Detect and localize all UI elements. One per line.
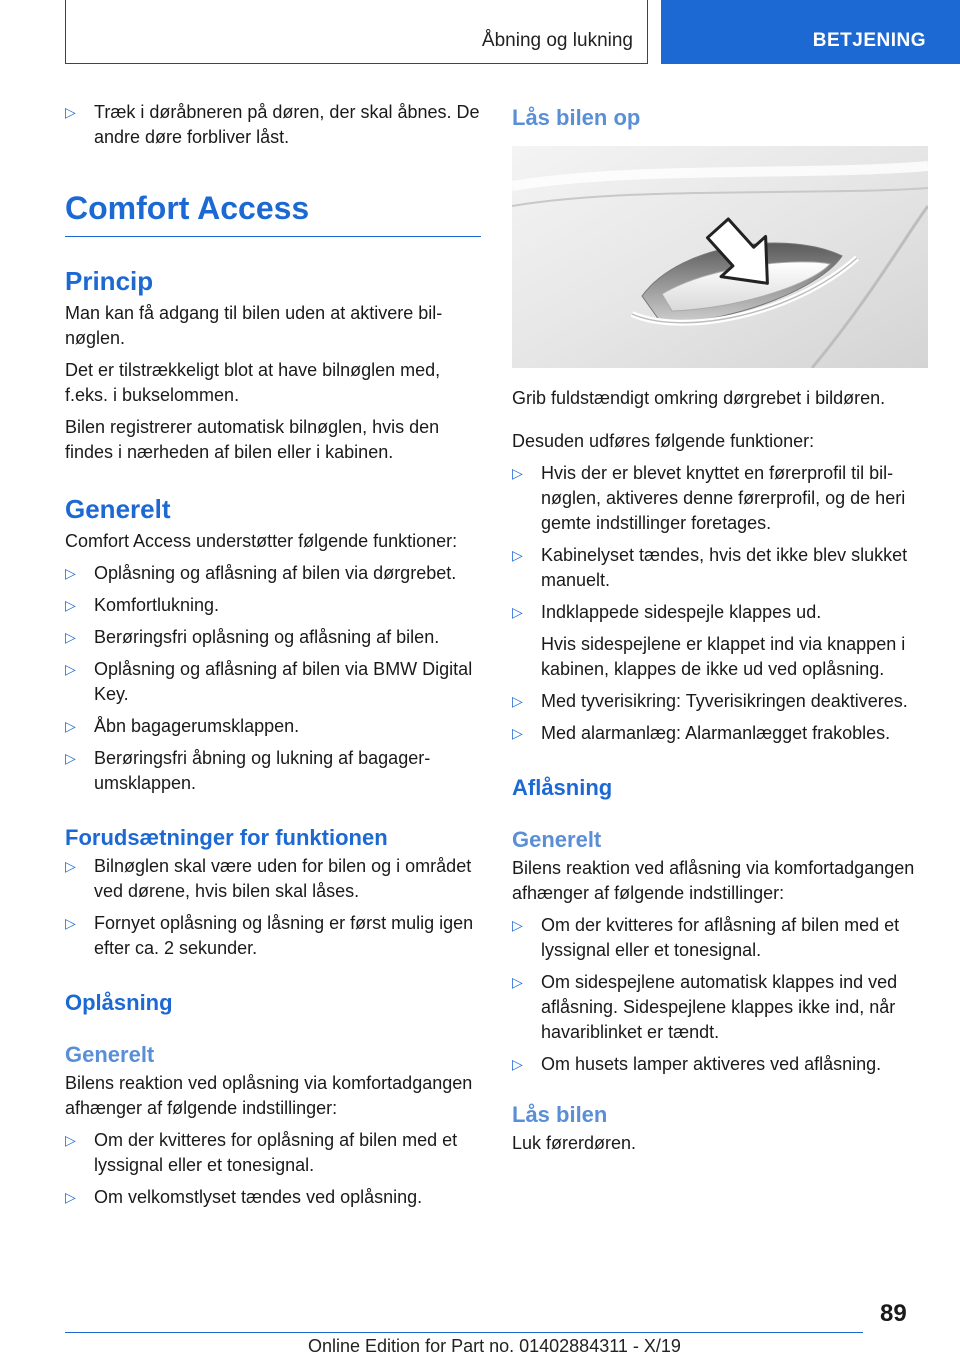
forudsaetninger-list [65, 854, 481, 961]
laas-op-list [512, 461, 928, 746]
figure-caption: Grib fuldstændigt omkring dørgrebet i bildøren. [512, 388, 886, 408]
paragraph: Bilens reaktion ved oplåsning via komfortadgangen afhænger af følgende indstillinger: [65, 1073, 473, 1118]
paragraph: Man kan få adgang til bilen uden at aktivere bilnøglen. [65, 303, 443, 348]
paragraph: Luk førerdøren. [512, 1133, 637, 1153]
subheading-generelt: Generelt [65, 1042, 155, 1067]
list-item-note: Hvis sidespejlene er klappet ind via knappen i kabinen, klappes de ikke ud ved oplåsning. [541, 634, 906, 679]
list-item: ▷ Træk i døråbneren på døren, der skal åbnes. De andre døre forbliver låst. [65, 102, 480, 147]
bullet-triangle-icon: ▷ [65, 750, 76, 766]
bullet-triangle-icon: ▷ [65, 1132, 76, 1148]
paragraph: Bilens reaktion ved aflåsning via komfortadgangen afhænger af følgende indstillinger: [512, 858, 915, 903]
page-title: Comfort Access [65, 188, 481, 237]
list-item: ▷ Indklappede sidespejle klappes ud. [512, 600, 928, 625]
generelt-list [65, 561, 481, 796]
footer-text: Online Edition for Part no. 01402884311 - X/19 [308, 1336, 681, 1356]
list-item: ▷ Fornyet oplåsning og låsning er først mulig igen efter ca. 2 sekunder. [65, 913, 474, 958]
paragraph: Desuden udføres følgende funktioner: [512, 431, 815, 451]
header-section-title: Åbning og lukning [481, 30, 633, 51]
bullet-triangle-icon: ▷ [65, 597, 76, 613]
list-item: ▷ Åbn bagagerumsklappen. [65, 714, 481, 739]
list-item: ▷ Bilnøglen skal være uden for bilen og i området ved dørene, hvis bilen skal låses. [65, 856, 472, 901]
section-heading-laas-op: Lås bilen op [512, 105, 641, 130]
bullet-triangle-icon: ▷ [65, 661, 76, 677]
left-column [65, 100, 481, 1217]
header-chapter-title: BETJENING [812, 30, 926, 51]
bullet-triangle-icon: ▷ [65, 565, 76, 581]
header-section-box [65, 0, 648, 64]
bullet-triangle-icon: ▷ [512, 974, 523, 990]
bullet-triangle-icon: ▷ [512, 604, 523, 620]
bullet-triangle-icon: ▷ [512, 917, 523, 933]
bullet-triangle-icon: ▷ [65, 1189, 76, 1205]
list-item: ▷ Med alarmanlæg: Alarmanlægget frakobles. [512, 721, 928, 746]
list-item: ▷ Om velkomstlyset tændes ved oplåsning. [65, 1185, 481, 1210]
section-heading-forudsaetninger: Forudsætninger for funktionen [65, 825, 388, 850]
bullet-triangle-icon: ▷ [512, 547, 523, 563]
bullet-triangle-icon: ▷ [65, 629, 76, 645]
list-item: ▷ Om der kvitteres for oplåsning af bilen med et lyssignal eller et tonesignal. [65, 1130, 458, 1175]
bullet-triangle-icon: ▷ [65, 915, 76, 931]
right-column [512, 100, 928, 1163]
bullet-triangle-icon: ▷ [512, 465, 523, 481]
paragraph: Comfort Access understøtter følgende funktioner: [65, 531, 458, 551]
oplaasning-list [65, 1128, 481, 1210]
aflaasning-list [512, 913, 928, 1077]
list-item: ▷ Berøringsfri åbning og lukning af bagagerumsklappen. [65, 748, 431, 793]
section-heading-aflaasning: Aflåsning [512, 775, 613, 800]
door-handle-image [512, 146, 928, 368]
list-item: ▷ Berøringsfri oplåsning og aflåsning af bilen. [65, 625, 481, 650]
footer-divider [65, 1332, 863, 1333]
list-item: ▷ Om sidespejlene automatisk klappes ind ved aflåsning. Sidespejlene klappes ikke ind, når havariblinket er tændt. [512, 972, 898, 1042]
header-chapter-box [661, 0, 960, 64]
bullet-triangle-icon: ▷ [65, 718, 76, 734]
list-item: ▷ Om husets lamper aktiveres ved aflåsning. [512, 1052, 928, 1077]
list-item: ▷ Oplåsning og aflåsning af bilen via BMW Digital Key. [65, 659, 473, 704]
paragraph: Bilen registrerer automatisk bilnøglen, hvis den findes i nærheden af bilen eller i kabinen. [65, 417, 440, 462]
list-item: ▷ Med tyverisikring: Tyverisikringen deaktiveres. [512, 689, 928, 714]
list-item: ▷ Om der kvitteres for aflåsning af bilen med et lyssignal eller et tonesignal. [512, 915, 900, 960]
door-handle-illustration [512, 146, 928, 368]
bullet-triangle-icon: ▷ [512, 1056, 523, 1072]
section-heading-oplaasning: Oplåsning [65, 990, 173, 1015]
section-heading-princip: Princip [65, 266, 154, 296]
paragraph: Det er tilstrækkeligt blot at have bilnøglen med, f.eks. i bukselommen. [65, 360, 441, 405]
list-item: ▷ Oplåsning og aflåsning af bilen via dørgrebet. [65, 561, 481, 586]
section-heading-generelt: Generelt [65, 494, 171, 524]
list-item: ▷ Kabinelyset tændes, hvis det ikke blev slukket manuelt. [512, 545, 908, 590]
list-item: ▷ Komfortlukning. [65, 593, 481, 618]
section-heading-laas-bilen: Lås bilen [512, 1102, 608, 1127]
list-item: ▷ Hvis der er blevet knyttet en førerprofil til bilnøglen, aktiveres denne førerprofil, og de heri gemte indstillinger foretages. [512, 463, 906, 533]
page-number: 89 [880, 1300, 907, 1327]
bullet-triangle-icon: ▷ [512, 693, 523, 709]
bullet-triangle-icon: ▷ [65, 858, 76, 874]
subheading-generelt: Generelt [512, 827, 602, 852]
bullet-triangle-icon: ▷ [65, 104, 76, 120]
bullet-triangle-icon: ▷ [512, 725, 523, 741]
